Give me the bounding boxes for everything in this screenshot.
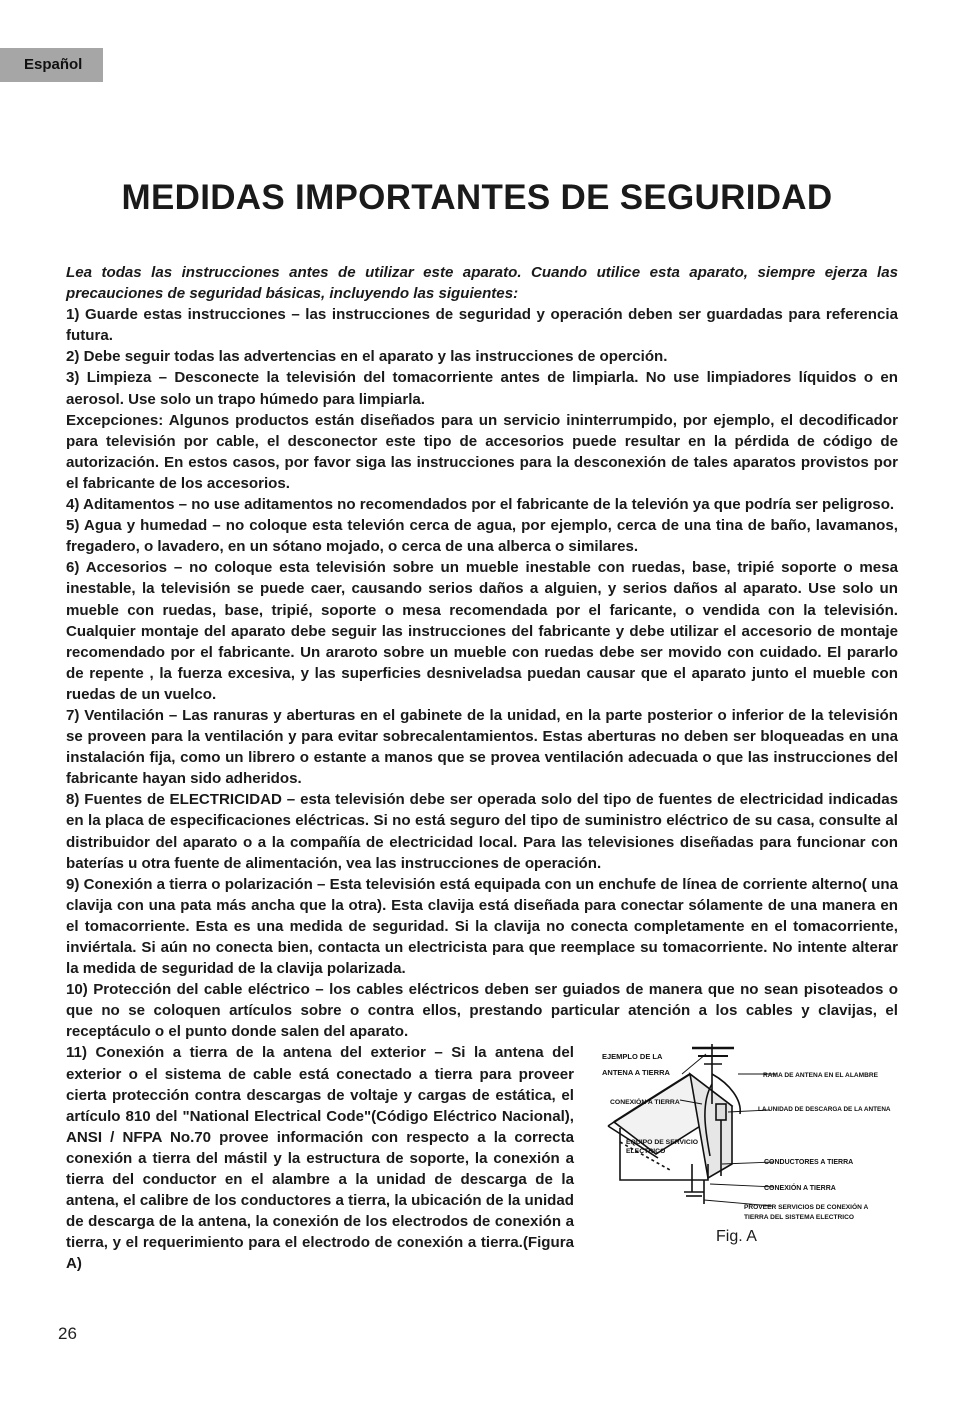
item-11-block — [66, 1042, 898, 1274]
label-power-service-1: PROVEER SERVICIOS DE CONEXIÓN A — [744, 1204, 869, 1212]
exceptions-paragraph: Excepciones: Algunos productos están diseñados para un servicio ininterrumpido, por ejemplo, el decodificador para televisión por cable, el desconector este tipo de accesorios puede resultar en la pérdida de código de autorización. En estos casos, por favor siga las instrucciones para la desconexión de tales aparatos provistos por el fabricante de los accesorios. — [66, 411, 898, 492]
instruction-item-8: 8) Fuentes de ELECTRICIDAD – esta televisión debe ser operada solo del tipo de fuentes de electricidad indicadas en la placa de especificaciones eléctricas. Si no está seguro del tipo de suministro eléctrico de su casa, consulte al distribuidor del aparato o a la compañía de electricidad local. Para las televisiones diseñadas para funcionar con baterías u otra fuente de alimentación, vea las instrucciones de operación. — [66, 791, 898, 872]
label-antenna-example-2: ANTENA A TIERRA — [602, 1068, 670, 1078]
label-ground-clamps: CONEXIÓN A TIERRA — [764, 1185, 836, 1193]
instruction-item-4: 4) Aditamentos – no use aditamentos no recomendados por el fabricante de la televión ya que podría ser peligroso. — [66, 496, 895, 514]
house-drawing — [608, 1074, 732, 1180]
instruction-item-10: 10) Protección del cable eléctrico – los cables eléctricos deben ser guiados de manera que no sean pisoteados o que no se coloquen artículos sobre o contra ellos, prestando particular atención a los cables y clavijas, el receptáculo o el punto donde salen del aparato. — [66, 981, 898, 1041]
label-antenna-example-1: EJEMPLO DE LA — [602, 1052, 663, 1062]
safety-instructions — [66, 262, 898, 1275]
language-tab: Español — [0, 48, 103, 82]
label-power-service-2: TIERRA DEL SISTEMA ELECTRICO — [744, 1214, 855, 1222]
instruction-item-1: 1) Guarde estas instrucciones – las instrucciones de seguridad y operación deben ser guardadas para referencia futura. — [66, 306, 898, 345]
instruction-item-7: 7) Ventilación – Las ranuras y aberturas en el gabinete de la unidad, en la parte posterior o inferior de la televisión se proveen para la ventilación y para evitar sobrecalentamientos. Estas aberturas no deben ser bloqueadas en una instalación fija, como un librero o estante a manos que se provea ventilación adecuada o que las instrucciones del fabricante hayan sido adheridos. — [66, 706, 898, 788]
page-number: 26 — [58, 1324, 77, 1343]
instruction-item-9: 9) Conexión a tierra o polarización – Esta televisión está equipada con un enchufe de línea de corriente alterno( una clavija con una pata más ancha que la otra). Esta clavija está diseñada para conectar sólamente de una manera en el tomacorriente. Esta es una medida de seguridad. Si la clavija no conecta completamente en el tomacorriente, inviértala. Si aún no conecta bien, contacta un electricista para que reemplace su tomacorriente. No intente alterar la medida de seguridad de la clavija polarizada. — [66, 875, 898, 978]
label-discharge-unit: LA UNIDAD DE DESCARGA DE LA ANTENA — [758, 1106, 891, 1114]
instruction-item-2: 2) Debe seguir todas las advertencias en el aparato y las instrucciones de operción. — [66, 348, 668, 366]
label-service-equipment-1: EQUIPO DE SERVICIO — [626, 1139, 699, 1147]
label-grounding-connection: CONEXIÓN A TIERRA — [610, 1099, 680, 1107]
instruction-item-5: 5) Agua y humedad – no coloque esta televión cerca de agua, por ejemplo, cerca de una tina de baño, lavamanos, fregadero, o lavadero, en un sótano mojado, o cerca de una alberca o similares. — [66, 517, 898, 556]
page-title: MEDIDAS IMPORTANTES DE SEGURIDAD — [121, 178, 833, 217]
label-ground-conductors: CONDUCTORES A TIERRA — [764, 1159, 854, 1167]
antenna-grounding-diagram — [580, 1044, 898, 1224]
label-service-equipment-2: ELECTRICO — [626, 1148, 666, 1156]
antenna-grounding-figure — [580, 1044, 898, 1274]
instruction-item-11: 11) Conexión a tierra de la antena del exterior – Si la antena del exterior o el sistema de cable está conectado a tierra para proveer cierta protección contra descargas de voltaje y cargas de estática, el artículo 810 del "National Electrical Code"(Código Eléctrico Nacional), ANSI / NFPA No.70 provee información con respecto a la correcta conexión a tierra del mástil y la estructura de soporte, la conexión a tierra del conductor en el alambre a la unidad de descarga de la antena, el calibre de los conductores a tierra, la ubicación de la unidad de descarga de la antena, la conexión de los electrodos de conexión a tierra, y el requerimiento para el electrodo de conexión a tierra.(Figura A) — [66, 1044, 574, 1273]
figure-caption: Fig. A — [716, 1228, 757, 1246]
instruction-item-6: 6) Accesorios – no coloque esta televisión sobre un mueble inestable con ruedas, base, tripié soporte o mesa inestable, la televisión se puede caer, causando serios daños a alguien, y serios daños al aparato. Use solo un mueble con ruedas, base, tripié, soporte o mesa recomendada por el faricante, o vendida con la televisión. Cualquier montaje del aparato debe seguir las instrucciones del fabricante y debe utilizar el accesorio de montaje recomendado por el fabricante. Un araroto sobre un mueble con ruedas debe ser movido con cuidado. El pararlo de repente , la fuerza excesiva, y las superficies desniveladsa puedan causar que el aparato junto el mueble con ruedas de un vuelco. — [66, 559, 898, 703]
intro-paragraph: Lea todas las instrucciones antes de utilizar este aparato. Cuando utilice esta aparato, siempre ejerza las precauciones de seguridad básicas, incluyendo las siguientes: — [66, 264, 898, 303]
instruction-item-3: 3) Limpieza – Desconecte la televisión del tomacorriente antes de limpiarla. No use limpiadores líquidos o en aerosol. Use solo un trapo húmedo para limpiarla. — [66, 369, 898, 408]
label-antenna-lead-in: RAMA DE ANTENA EN EL ALAMBRE — [763, 1072, 879, 1080]
